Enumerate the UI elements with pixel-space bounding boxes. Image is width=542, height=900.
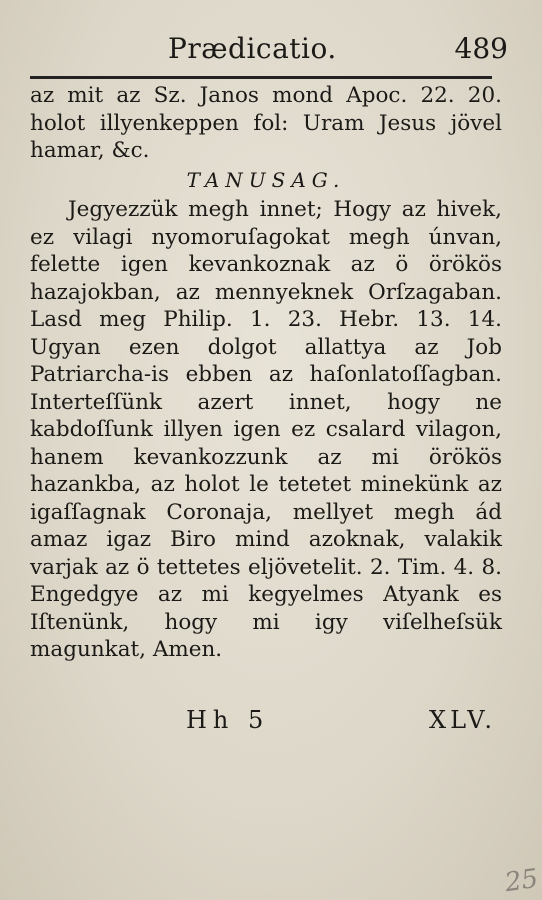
page-number: 489	[454, 32, 508, 65]
pencil-annotation: 25	[502, 863, 540, 899]
catchword: XLV.	[429, 706, 496, 734]
paragraph-tanusag: Jegyezzük megh innet; Hogy az hivek, ez vilagi nyomoruſagokat megh únvan, felette igen kevankoznak az ö örökös hazajokban, az mennyeknek Orſzagaban. Lasd meg Philip. 1. 23. Hebr. 13. 14. Ugyan ezen dolgot allattya az Job Patriarcha-is ebben az haſonlatoſſagban. Interteſſünk azert innet, hogy ne kabdoſſunk illyen igen ez csalard vilagon, hanem kevankozzunk az mi örökös hazankba, az holot le tetetet minekünk az igaſſagnak Coronaja, mellyet megh ád amaz igaz Biro mind azoknak, valakik varjak az ö tettetes eljövetelit. 2. Tim. 4. 8. Engedgye az mi kegyelmes Atyank es Iſtenünk, hogy mi igy viſelheſsük magunkat, Amen.	[30, 197, 502, 662]
paragraph-continuation: az mit az Sz. Janos mond Apoc. 22. 20. holot illyenkeppen fol: Uram Jesus jövel hamar, &c.	[30, 83, 502, 163]
running-head: Prædicatio.	[168, 32, 337, 65]
section-title: TANUSAG.	[186, 167, 346, 192]
signature-mark: Hh 5	[186, 706, 270, 734]
body-text	[30, 82, 502, 664]
header-rule	[30, 76, 492, 79]
page-header	[32, 28, 508, 72]
page-footer	[30, 706, 502, 742]
